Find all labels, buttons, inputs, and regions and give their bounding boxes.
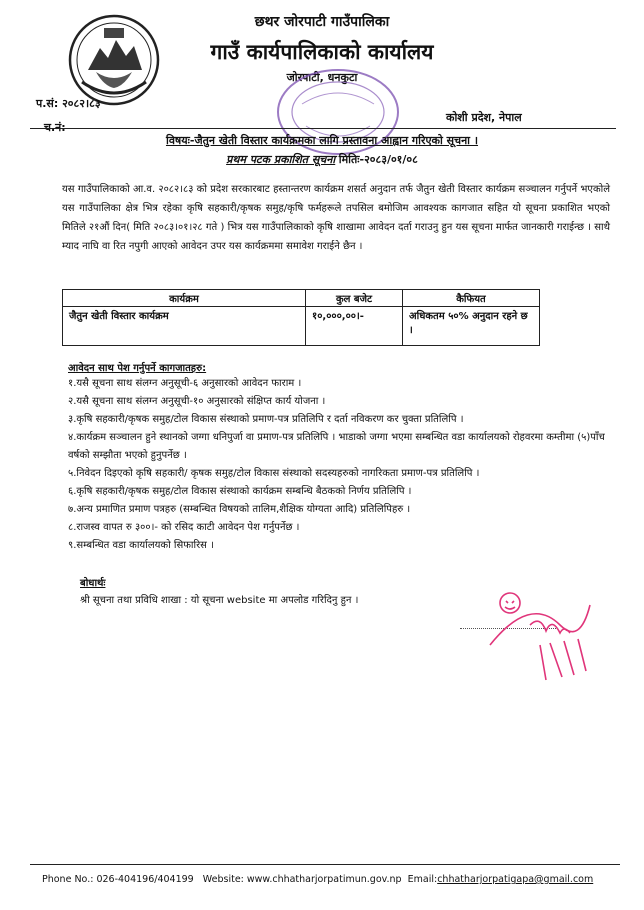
documents-title: आवेदन साथ पेश गर्नुपर्ने कागजातहरु: bbox=[68, 363, 207, 374]
office-name: गाउँ कार्यपालिकाको कार्यालय bbox=[210, 40, 434, 64]
list-item: ७.अन्य प्रमाणित प्रमाण पत्रहरु (सम्बन्धित विषयको तालिम,शैक्षिक योग्यता आदि) प्रतिलिपिहरु । bbox=[68, 504, 411, 515]
list-item: ६.कृषि सहकारी/कृषक समुह/टोल विकास संस्थाको कार्यक्रम सम्बन्धि बैठकको निर्णय प्रतिलिपि । bbox=[68, 486, 412, 497]
table-header: कुल बजेट bbox=[306, 290, 403, 307]
documents-list bbox=[68, 375, 618, 555]
table-cell: १०,०००,००।- bbox=[306, 307, 403, 346]
table-row bbox=[63, 307, 540, 346]
bodhartha-text: श्री सूचना तथा प्रविधि शाखा : यो सूचना website मा अपलोड गरिदिनु हुन । bbox=[80, 595, 359, 606]
publication-date: मितिः-२०८३/०१/०८ bbox=[338, 153, 418, 166]
office-place: जोरपाटी, धनकुटा bbox=[286, 71, 358, 84]
footer-email-label: Email: bbox=[407, 874, 438, 885]
municipality-name: छथर जोरपाटी गाउँपालिका bbox=[254, 14, 390, 30]
footer bbox=[42, 874, 593, 885]
footer-email[interactable]: chhatharjorpatigapa@gmail.com bbox=[437, 874, 594, 885]
reference-number: प.सं: २०८२।८३ bbox=[36, 97, 101, 110]
publication-line bbox=[0, 152, 644, 167]
list-item: ४.कार्यक्रम सञ्चालन हुने स्थानको जग्गा धनिपुर्जा वा प्रमाण-पत्र प्रतिलिपि । भाडाको जग्गा भएमा सम्बन्धित वडा कार्यालयको रोहवरमा कम्तीमा (५)पाँच वर्षको सम्झौता भएको हुनुपर्नेछ । bbox=[68, 432, 605, 461]
table-header-row bbox=[63, 290, 540, 307]
table-header: कार्यक्रम bbox=[63, 290, 306, 307]
list-item: १.यसै सूचना साथ संलग्न अनुसूची-६ अनुसारको आवेदन फाराम । bbox=[68, 378, 302, 389]
header-divider bbox=[30, 128, 616, 129]
bodhartha-title: बोधार्थः bbox=[80, 578, 106, 589]
footer-phone: Phone No.: 026-404196/404199 bbox=[42, 874, 194, 885]
province-label: कोशी प्रदेश, नेपाल bbox=[446, 111, 522, 124]
list-item: ५.निवेदन दिइएको कृषि सहकारी/ कृषक समुह/टोल विकास संस्थाको सदस्यहरुको नागरिकता प्रमाण-पत्र प्रतिलिपि । bbox=[68, 468, 480, 479]
table-cell: अधिकतम ५०% अनुदान रहने छ । bbox=[403, 307, 540, 346]
notice-body: यस गाउँपालिकाको आ.व. २०८२।८३ को प्रदेश सरकारबाट हस्तान्तरण कार्यक्रम शसर्त अनुदान तर्फ जैतुन खेती विस्तार कार्यक्रम सञ्चालन गर्नुपर्ने भएकोले यस गाउँपालिका क्षेत्र भित्र रहेका कृषि सहकारी/कृषक समुह/कृषि फर्महरूले तपसिल बमोजिम आवश्यक कागजात सहित यो सूचना प्रकाशित भएको मितिले २१औं दिन( मिति २०८३।०१।२८ गते ) भित्र यस गाउँपालिकाको कृषि शाखामा आवेदन दर्ता गराउनु हुन यस सूचना मार्फत जानकारी गराईन्छ । साथै म्याद नाघि वा रित नपुगी आएको आवेदन उपर यस कार्यक्रममा समावेश गराईने छैन । bbox=[62, 184, 610, 252]
table-cell: जैतुन खेती विस्तार कार्यक्रम bbox=[63, 307, 306, 346]
table-header: कैफियत bbox=[403, 290, 540, 307]
footer-divider bbox=[30, 864, 620, 865]
footer-website[interactable]: Website: www.chhatharjorpatimun.gov.np bbox=[202, 874, 402, 885]
program-table bbox=[62, 289, 540, 346]
dispatch-number: च.नं: bbox=[44, 121, 66, 134]
list-item: २.यसै सूचना साथ संलग्न अनुसूची-१० अनुसारको संक्षिप्त कार्य योजना । bbox=[68, 396, 326, 407]
publication-label: प्रथम पटक प्रकाशित सूचना bbox=[226, 153, 336, 166]
list-item: ९.सम्बन्धित वडा कार्यालयको सिफारिस । bbox=[68, 540, 214, 551]
list-item: ८.राजस्व वापत रु ३००।- को रसिद काटी आवेदन पेश गर्नुपर्नेछ । bbox=[68, 522, 300, 533]
signature-icon bbox=[470, 585, 600, 685]
notice-subject: विषयः-जैतुन खेती विस्तार कार्यक्रमका लागि प्रस्तावना आह्वान गरिएको सूचना । bbox=[165, 134, 479, 147]
list-item: ३.कृषि सहकारी/कृषक समुह/टोल विकास संस्थाको प्रमाण-पत्र प्रतिलिपि र दर्ता नविकरण कर चुक्ता प्रतिलिपि । bbox=[68, 414, 464, 425]
